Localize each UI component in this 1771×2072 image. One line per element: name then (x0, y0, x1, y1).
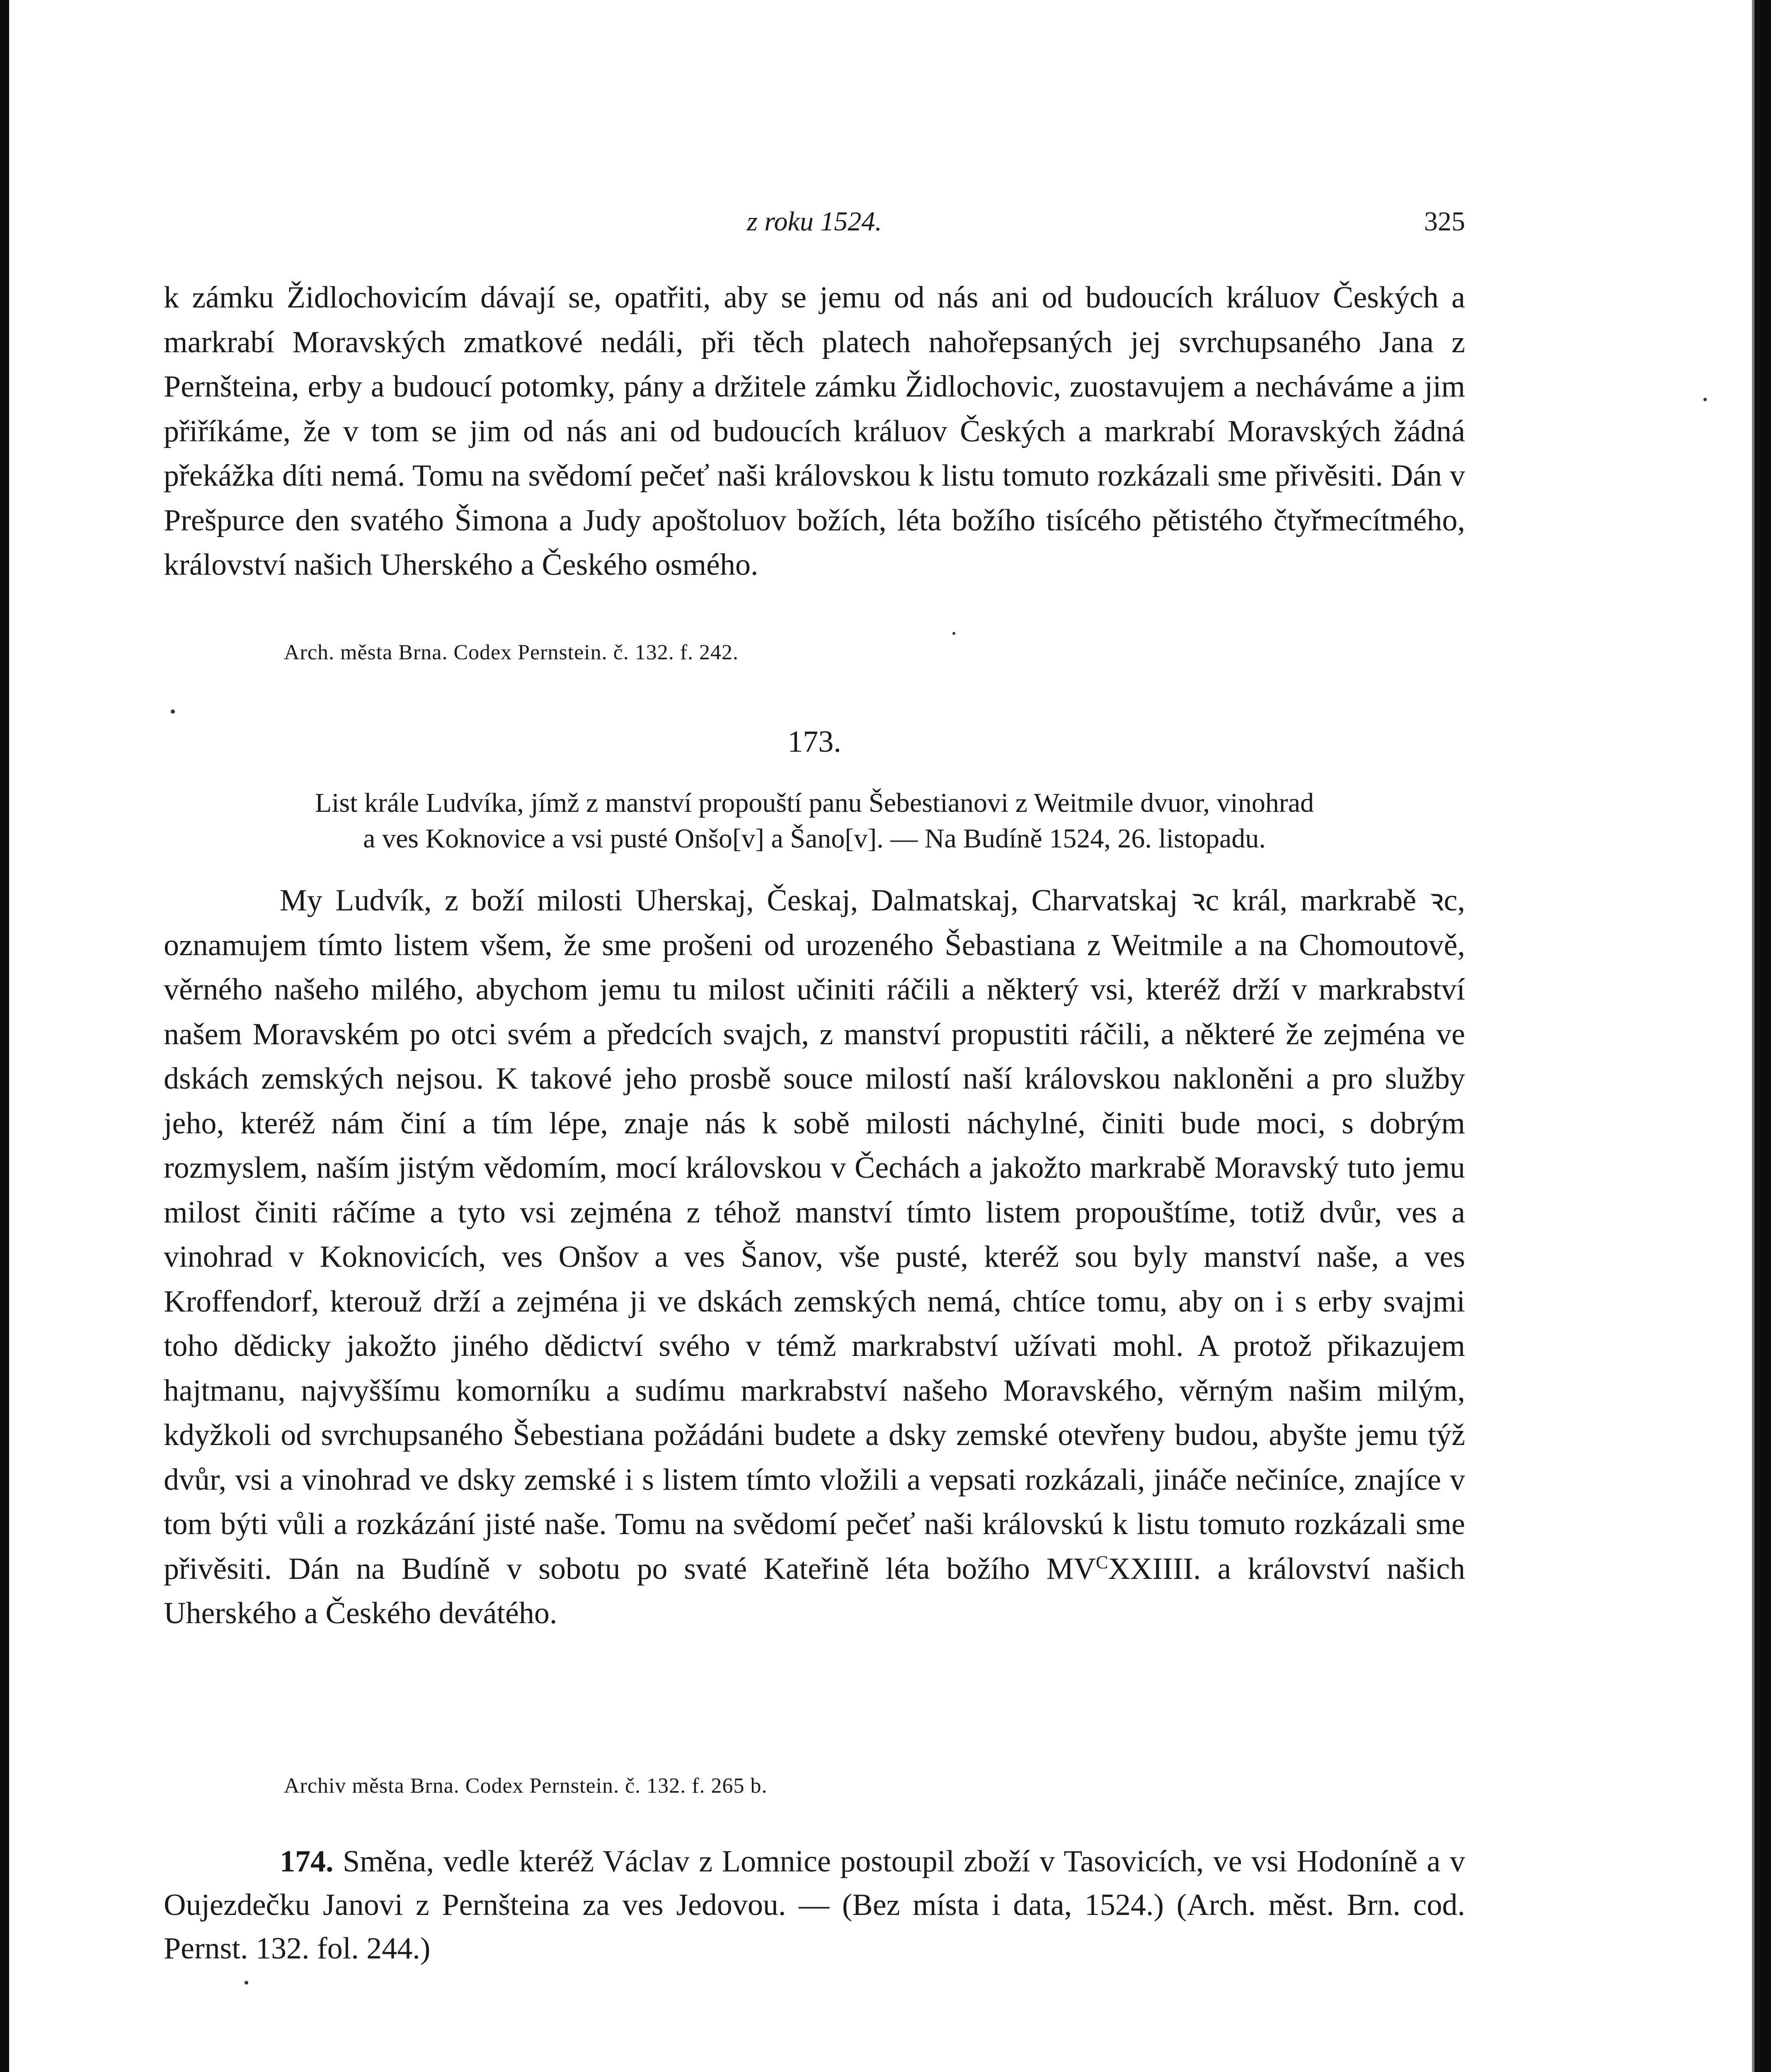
document-body-text: My Ludvík, z boží milosti Uherskaj, Českaj, Dalmatskaj, Charvatskaj ꝛc král, markrabě ꝛc, oznamujem tímto listem všem, že sme prošeni od urozeného Šebastiana z Weitmile a na Chomoutově, věrného našeho milého, abychom jemu tu milost učiniti ráčili a některý vsi, kteréž drží v markrabství našem Moravském po otci svém a předcích svajch, z manství propustiti ráčili, a některé že zejména ve dskách zemských nejsou. K takové jeho prosbě souce milostí naší královskou nakloněni a pro služby jeho, kteréž nám činí a tím lépe, znaje nás k sobě milosti náchylné, činiti bude moci, s dobrým rozmyslem, naším jistým vědomím, mocí královskou v Čechách a jakožto markrabě Moravský tuto jemu milost činiti ráčíme a tyto vsi zejména z téhož manství tímto listem propouštíme, totiž dvůr, ves a vinohrad v Koknovicích, ves Onšov a ves Šanov, vše pusté, kteréž sou byly manství naše, a ves Kroffendorf, kterouž drží a zejména ji ve dskách zemských nemá, chtíce tomu, aby on i s erby svajmi toho dědicky jakožto jiného dědictví svého v témž markrabství užívati mohl. A protož přikazujem hajtmanu, najvyššímu komorníku a sudímu markrabství našeho Moravského, věrným našim milým, kdyžkoli od svrchupsaného Šebestiana požádáni budete a dsky zemské otevřeny budou, abyšte jemu týž dvůr, vsi a vinohrad ve dsky zemské i s listem tímto vložili a vepsati rozkázali, jináče nečiníce, znajíce v tom býti vůli a rozkázání jisté naše. Tomu na svědomí pečeť naši královskú k listu tomuto rozkázali sme přivěsiti. Dán na Budíně v sobotu po svaté Kateřině léta božího MV (164, 884, 1465, 1586)
running-title: z roku 1524. (747, 206, 882, 237)
regest-paragraph (164, 1840, 1465, 1970)
document-heading (164, 785, 1465, 857)
previous-document-paragraph: k zámku Židlochovicím dávají se, opatřiti, aby se jemu od nás ani od budoucích králuov Českých a markrabí Moravských zmatkové nedáli, při těch platech nahořepsaných jej svrchupsaného Jana z Pernšteina, erby a budoucí potomky, pány a držitele zámku Židlochovic, zuostavujem a necháváme a jim přiříkáme, že v tom se jim od nás ani od budoucích králuov Českých a markrabí Moravských žádná překážka díti nemá. Tomu na svědomí pečeť naši královskou k listu tomuto rozkázali sme přivěsiti. Dán v Prešpurce den svatého Šimona a Judy apoštoluov božích, léta božího tisícého pětistého čtyřmecítmého, království našich Uherského a Českého osmého. (164, 281, 1465, 582)
scan-speck (245, 1981, 248, 1985)
scan-edge-right (1754, 0, 1771, 2072)
regest-text: Směna, vedle kteréž Václav z Lomnice postoupil zboží v Tasovicích, ve vsi Hodoníně a v Oujezdečku Janovi z Pernšteina za ves Jedovou. — (Bez místa i data, 1524.) (Arch. měst. Brn. cod. Pernst. 132. fol. 244.) (164, 1844, 1465, 1965)
document-body-text-end: XXIIII. a království našich Uherského a Českého devátého. (164, 1552, 1465, 1630)
scan-speck (952, 632, 955, 635)
document-number: 173. (787, 725, 841, 759)
running-head (164, 199, 1465, 244)
regest-number: 174. (280, 1844, 334, 1878)
previous-document-source: Arch. města Brna. Codex Pernstein. č. 132. f. 242. (284, 641, 739, 664)
document-body-paragraph (164, 879, 1465, 1636)
document-heading-line: a ves Koknovice a vsi pusté Onšo[v] a Šano[v]. — Na Budíně 1524, 26. listopadu. (363, 823, 1266, 854)
scan-speck (1703, 398, 1707, 401)
document-body (164, 879, 1465, 1636)
page-number: 325 (1424, 206, 1465, 237)
document-heading-line: List krále Ludvíka, jímž z manství propouští panu Šebestianovi z Weitmile dvuor, vinohrad (315, 788, 1314, 818)
regest-174 (164, 1840, 1465, 1970)
previous-document-text (164, 276, 1465, 588)
document-source: Archiv města Brna. Codex Pernstein. č. 132. f. 265 b. (284, 1774, 768, 1798)
book-page (164, 0, 1465, 2072)
scan-edge-left (0, 0, 9, 2072)
document-body-superscript: C (1095, 1551, 1108, 1572)
scan-speck (171, 709, 175, 714)
